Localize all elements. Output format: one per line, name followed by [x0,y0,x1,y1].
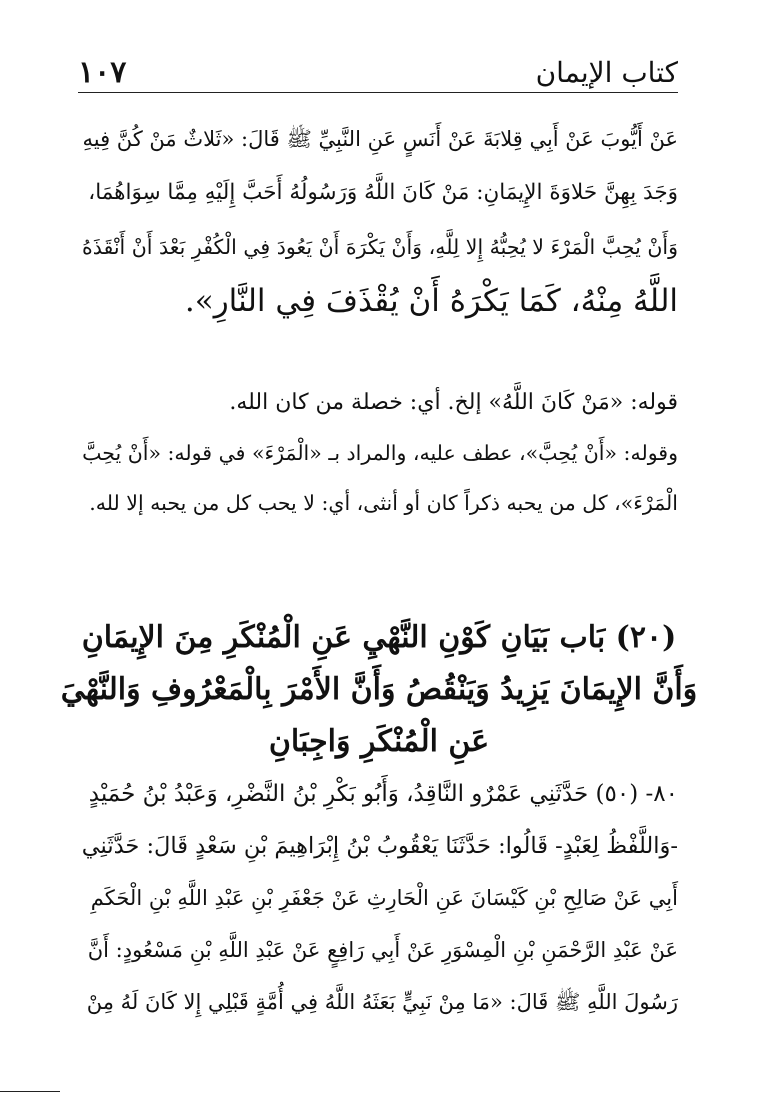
commentary-text [78,378,678,528]
chapter-heading-line: عَنِ الْمُنْكَرِ وَاجِبَانِ [268,724,490,759]
hadith-text [78,112,678,328]
commentary-line: وقوله: «أَنْ يُحِبَّ»، عطف عليه، والمراد بـ «الْمَرْءَ» في قوله: «أَنْ يُحِبَّ [82,441,678,465]
chapter-heading [60,612,698,768]
page-number: ١٠٧ [78,54,127,90]
commentary-line: قوله: «مَنْ كَانَ اللَّهُ» إلخ. أي: خصلة من كان الله. [229,390,678,415]
isnad-line: ٨٠- (٥٠) حَدَّثَنِي عَمْرٌو النَّاقِدُ، وَأَبُو بَكْرِ بْنُ النَّضْرِ، وَعَبْدُ بْنُ حُمَيْدٍ [88,781,678,807]
chapter-heading-line: (٢٠) بَاب بَيَانِ كَوْنِ النَّهْيِ عَنِ الْمُنْكَرِ مِنَ الإِيمَانِ [81,620,677,655]
isnad-line: أَبِي عَنْ صَالِحِ بْنِ كَيْسَانَ عَنِ الْحَارِثِ عَنْ جَعْفَرِ بْنِ عَبْدِ اللَّهِ بْنِ الْحَكَمِ [90,886,678,910]
commentary-line: الْمَرْءَ»، كل من يحبه ذكراً كان أو أنثى، أي: لا يحب كل من يحبه إلا لله. [89,491,678,515]
isnad-line: عَنْ عَبْدِ الرَّحْمَنِ بْنِ الْمِسْوَرِ عَنْ أَبِي رَافِعٍ عَنْ عَبْدِ اللَّهِ بْنِ مَسْعُودٍ: أَنَّ [87,938,678,962]
footnote-divider [0,1091,60,1092]
hadith-line: وَجَدَ بِهِنَّ حَلاوَةَ الإِيمَانِ: مَنْ كَانَ اللَّهُ وَرَسُولُهُ أَحَبَّ إِلَيْهِ مِمَّا سِوَاهُمَا، [88,180,678,205]
hadith-line: اللَّهُ مِنْهُ، كَمَا يَكْرَهُ أَنْ يُقْذَفَ فِي النَّارِ». [184,283,678,319]
isnad-line: -وَاللَّفْظُ لِعَبْدٍ- قَالُوا: حَدَّثَنَا يَعْقُوبُ بْنُ إِبْرَاهِيمَ بْنِ سَعْدٍ قَالَ: حَدَّثَنِي [81,833,678,859]
isnad-text [78,768,678,1028]
isnad-line: رَسُولَ اللَّهِ ﷺ قَالَ: «مَا مِنْ نَبِيٍّ بَعَثَهُ اللَّهُ فِي أُمَّةٍ قَبْلِي إِلا كَانَ لَهُ مِنْ [86,990,678,1014]
hadith-line: عَنْ أَيُّوبَ عَنْ أَبِي قِلابَةَ عَنْ أَنَسٍ عَنِ النَّبِيِّ ﷺ قَالَ: «ثَلاثٌ مَنْ كُنَّ فِيهِ [82,127,678,151]
chapter-heading-line: وَأَنَّ الإِيمَانَ يَزِيدُ وَيَنْقُصُ وَأَنَّ الأَمْرَ بِالْمَعْرُوفِ وَالنَّهْيَ [60,672,698,707]
book-title: كتاب الإيمان [535,55,678,89]
hadith-line: وَأَنْ يُحِبَّ الْمَرْءَ لا يُحِبُّهُ إِلا لِلَّهِ، وَأَنْ يَكْرَهَ أَنْ يَعُودَ فِي الْكُفْرِ بَعْدَ أَنْ أَنْقَذَهُ [81,235,678,259]
page-header [78,52,678,93]
